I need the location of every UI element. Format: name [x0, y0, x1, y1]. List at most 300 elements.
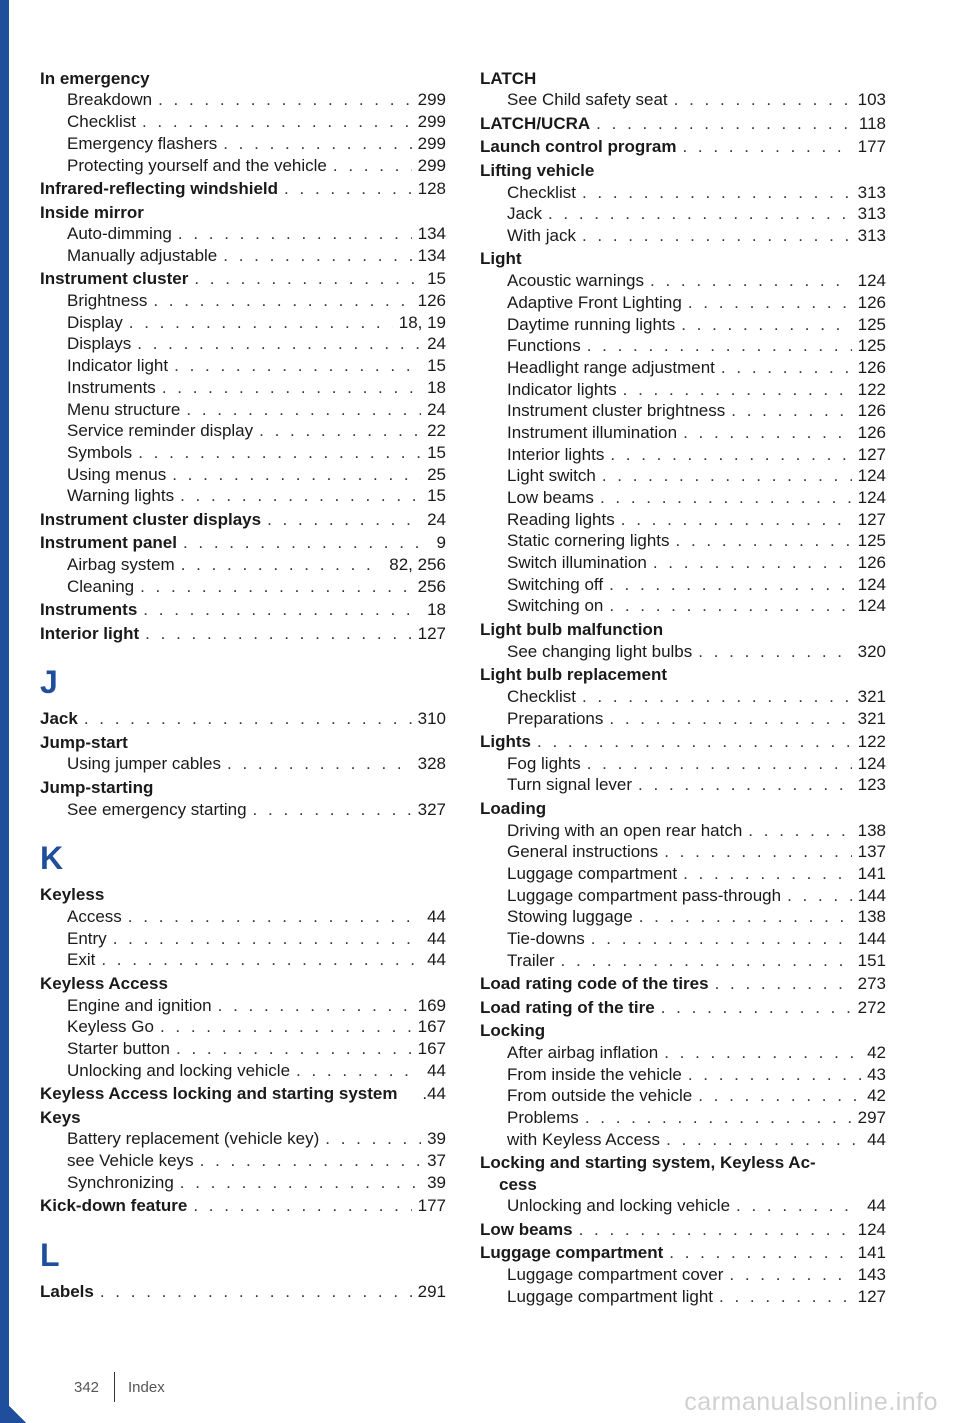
- entry-label: Luggage compartment: [480, 1243, 664, 1263]
- dot-leader: [138, 442, 421, 464]
- page-reference[interactable]: 24: [427, 399, 446, 419]
- dot-leader: [591, 928, 852, 950]
- entry-label: Fog lights: [507, 753, 581, 773]
- page-reference[interactable]: 125: [857, 336, 886, 356]
- entry-label: Light bulb malfunction: [480, 619, 664, 639]
- dot-leader: [162, 377, 421, 399]
- index-subentry[interactable]: [480, 422, 886, 444]
- index-subentry[interactable]: [40, 576, 446, 598]
- index-subentry[interactable]: [480, 885, 886, 907]
- page-reference[interactable]: 141: [857, 1243, 886, 1263]
- page-reference[interactable]: 125: [857, 531, 886, 551]
- index-subentry[interactable]: [40, 290, 446, 312]
- entry-label: cess: [499, 1174, 537, 1194]
- page-reference[interactable]: 82, 256: [389, 554, 446, 574]
- page-reference[interactable]: 124: [857, 271, 886, 291]
- index-entry[interactable]: [40, 623, 446, 645]
- index-letter-heading: K: [40, 840, 64, 877]
- index-subentry[interactable]: [480, 708, 886, 730]
- entry-label: Battery replacement (vehicle key): [67, 1129, 320, 1149]
- index-entry[interactable]: [40, 708, 446, 730]
- index-entry[interactable]: [40, 973, 446, 995]
- index-subentry[interactable]: [40, 442, 446, 464]
- index-subentry[interactable]: [480, 465, 886, 487]
- entry-label: Switch illumination: [507, 553, 647, 573]
- index-entry[interactable]: [40, 178, 446, 200]
- page-reference[interactable]: 320: [857, 641, 886, 661]
- entry-label: Starter button: [67, 1038, 171, 1058]
- page-reference[interactable]: 313: [857, 226, 886, 245]
- index-entry[interactable]: [480, 619, 886, 641]
- dot-leader: [596, 113, 853, 135]
- page-reference[interactable]: 167: [417, 1038, 446, 1058]
- page-reference[interactable]: 127: [857, 444, 886, 464]
- entry-label: General instructions: [507, 842, 659, 862]
- entry-label: Preparations: [507, 708, 604, 728]
- page-reference[interactable]: 310: [417, 709, 446, 729]
- entry-label: Access: [67, 906, 122, 926]
- index-subentry[interactable]: [40, 753, 446, 775]
- page-reference[interactable]: 126: [417, 291, 446, 311]
- index-subentry[interactable]: [40, 333, 446, 355]
- page-reference[interactable]: 122: [857, 379, 886, 399]
- index-subentry[interactable]: [40, 133, 446, 155]
- page-reference[interactable]: 118: [858, 113, 886, 133]
- index-entry[interactable]: [40, 777, 446, 799]
- page-reference[interactable]: 39: [427, 1172, 446, 1192]
- dot-leader: [101, 949, 421, 971]
- index-entry[interactable]: [40, 268, 446, 290]
- dot-leader: [548, 203, 852, 225]
- dot-leader: [676, 530, 852, 552]
- entry-label: Kick-down feature: [40, 1196, 188, 1216]
- index-subentry[interactable]: [480, 270, 886, 292]
- page-reference[interactable]: 44: [427, 906, 446, 926]
- page-reference[interactable]: 124: [857, 753, 886, 773]
- entry-label: Warning lights: [67, 486, 175, 506]
- page-reference[interactable]: 297: [857, 1107, 886, 1127]
- index-entry[interactable]: [480, 1152, 886, 1174]
- corner-marker: [0, 1397, 26, 1423]
- dot-leader: [194, 268, 421, 290]
- page-reference[interactable]: 127: [417, 623, 446, 643]
- entry-label: Symbols: [67, 442, 133, 462]
- index-entry[interactable]: [480, 68, 886, 90]
- page-reference[interactable]: 15: [427, 442, 446, 462]
- entry-label: Instruments: [40, 600, 138, 620]
- page-reference[interactable]: 124: [857, 1219, 886, 1239]
- dot-leader: [579, 1219, 852, 1241]
- dot-leader: [715, 973, 852, 995]
- page-reference[interactable]: 15: [427, 269, 446, 289]
- page-reference[interactable]: 24: [427, 509, 446, 529]
- dot-leader: [582, 686, 852, 708]
- page-reference[interactable]: 321: [857, 708, 886, 728]
- page-footer: [74, 1370, 165, 1404]
- page-reference[interactable]: 313: [857, 182, 886, 202]
- index-subentry[interactable]: [480, 509, 886, 531]
- index-entry[interactable]: [40, 509, 446, 531]
- dot-leader: [609, 595, 851, 617]
- page-reference[interactable]: 22: [427, 421, 446, 441]
- entry-label: Stowing luggage: [507, 907, 633, 927]
- index-subentry[interactable]: [480, 1085, 886, 1107]
- entry-label: Switching off: [507, 574, 604, 594]
- page-reference[interactable]: 126: [857, 422, 886, 442]
- index-subentry[interactable]: [480, 225, 886, 247]
- page-reference[interactable]: 127: [857, 1286, 886, 1306]
- index-subentry[interactable]: [480, 1064, 886, 1086]
- page-reference[interactable]: 15: [427, 356, 446, 376]
- page-reference[interactable]: 137: [857, 842, 886, 862]
- dot-leader: [664, 1042, 861, 1064]
- entry-label: Engine and ignition: [67, 995, 212, 1015]
- index-entry[interactable]: [480, 997, 886, 1019]
- entry-label: Emergency flashers: [67, 133, 218, 153]
- index-subentry[interactable]: [40, 1060, 446, 1082]
- entry-label: Loading: [480, 798, 547, 818]
- dot-leader: [610, 444, 851, 466]
- dot-leader: [181, 554, 384, 576]
- index-subentry[interactable]: [40, 928, 446, 950]
- index-entry[interactable]: [40, 1281, 446, 1303]
- dot-leader: [664, 841, 851, 863]
- index-subentry[interactable]: [40, 399, 446, 421]
- entry-label: Problems: [507, 1107, 579, 1127]
- page-reference[interactable]: 122: [857, 732, 886, 751]
- index-subentry[interactable]: [480, 1107, 886, 1129]
- dot-leader: [153, 290, 411, 312]
- dot-leader: [145, 623, 411, 645]
- page-reference[interactable]: 25: [427, 464, 446, 484]
- page-reference[interactable]: 134: [417, 224, 446, 244]
- entry-label: Instrument cluster displays: [40, 509, 262, 529]
- page-reference[interactable]: 123: [857, 775, 886, 795]
- dot-leader: [561, 950, 852, 972]
- page-reference[interactable]: 124: [857, 596, 886, 616]
- entry-label: Light bulb replacement: [480, 665, 668, 685]
- page-reference[interactable]: 138: [857, 907, 886, 927]
- page-reference[interactable]: 128: [417, 179, 446, 199]
- entry-label: Instrument panel: [40, 533, 177, 553]
- page-reference[interactable]: 44: [427, 1060, 446, 1080]
- entry-label: Keyless Go: [67, 1017, 154, 1037]
- dot-leader: [666, 1129, 861, 1151]
- entry-label: Labels: [40, 1281, 94, 1301]
- page-reference[interactable]: 138: [857, 820, 886, 840]
- index-entry[interactable]: [480, 731, 886, 753]
- page-reference[interactable]: 44: [427, 928, 446, 948]
- page-reference[interactable]: 126: [857, 553, 886, 573]
- page-reference[interactable]: 151: [857, 950, 886, 970]
- index-entry[interactable]: [40, 1195, 446, 1217]
- index-subentry[interactable]: [40, 312, 446, 334]
- page-reference[interactable]: 124: [857, 466, 886, 486]
- dot-leader: [787, 885, 852, 907]
- entry-label: Indicator light: [67, 356, 169, 376]
- index-subentry[interactable]: [40, 906, 446, 928]
- index-subentry[interactable]: [480, 182, 886, 204]
- entry-label: Luggage compartment pass-through: [507, 885, 782, 905]
- entry-label: Jump-start: [40, 732, 128, 752]
- entry-label: Menu structure: [67, 399, 181, 419]
- page-reference[interactable]: 126: [857, 401, 886, 421]
- entry-label: Light switch: [507, 466, 596, 486]
- dot-leader: [587, 335, 852, 357]
- dot-leader: [736, 1195, 861, 1217]
- entry-label: Locking: [480, 1021, 546, 1041]
- index-entry[interactable]: [480, 1242, 886, 1264]
- page-reference[interactable]: 177: [857, 137, 886, 157]
- index-entry[interactable]: [40, 884, 446, 906]
- index-subentry[interactable]: [40, 1038, 446, 1060]
- dot-leader: [719, 1286, 852, 1308]
- index-subentry[interactable]: [480, 530, 886, 552]
- index-subentry[interactable]: [480, 400, 886, 422]
- dot-leader: [731, 400, 851, 422]
- page-reference[interactable]: 313: [857, 204, 886, 224]
- index-subentry[interactable]: [480, 89, 886, 111]
- index-subentry[interactable]: [40, 464, 446, 486]
- dot-leader: [137, 333, 421, 355]
- index-entry[interactable]: [40, 599, 446, 621]
- index-subentry[interactable]: [40, 554, 446, 576]
- page-reference[interactable]: 327: [417, 799, 446, 819]
- page-reference[interactable]: 126: [857, 357, 886, 377]
- entry-label: Checklist: [507, 182, 576, 202]
- entry-label: Functions: [507, 336, 581, 356]
- index-entry[interactable]: [40, 68, 446, 90]
- dot-leader: [223, 245, 411, 267]
- dot-leader: [296, 1060, 421, 1082]
- index-subentry[interactable]: [480, 595, 886, 617]
- index-subentry[interactable]: [40, 111, 446, 133]
- dot-leader: [160, 1016, 412, 1038]
- entry-label: Displays: [67, 334, 132, 354]
- entry-label: Synchronizing: [67, 1172, 174, 1192]
- dot-leader: [172, 464, 421, 486]
- page-reference[interactable]: 18: [427, 377, 446, 397]
- entry-label: Turn signal lever: [507, 775, 633, 795]
- dot-leader: [600, 487, 852, 509]
- index-subentry[interactable]: [480, 487, 886, 509]
- dot-leader: [688, 292, 852, 314]
- index-subentry[interactable]: [480, 863, 886, 885]
- index-entry[interactable]: [480, 1219, 886, 1241]
- entry-label: Auto-dimming: [67, 224, 172, 244]
- index-subentry[interactable]: [40, 1016, 446, 1038]
- dot-leader: [223, 133, 411, 155]
- index-subentry[interactable]: [40, 89, 446, 111]
- dot-leader: [158, 89, 412, 111]
- dot-leader: [638, 774, 852, 796]
- page-reference[interactable]: 144: [857, 928, 886, 948]
- sidebar-color-bar: [0, 0, 9, 1423]
- page-reference[interactable]: 299: [417, 133, 446, 153]
- index-subentry[interactable]: [480, 203, 886, 225]
- index-subentry[interactable]: [480, 574, 886, 596]
- dot-leader: [639, 906, 852, 928]
- page-reference[interactable]: 39: [427, 1129, 446, 1149]
- entry-label: Manually adjustable: [67, 245, 218, 265]
- entry-label: Instrument illumination: [507, 422, 678, 442]
- page-reference[interactable]: 44: [427, 950, 446, 970]
- entry-label: From outside the vehicle: [507, 1086, 693, 1106]
- index-subentry[interactable]: [480, 1129, 886, 1151]
- index-subentry[interactable]: [40, 949, 446, 971]
- index-subentry[interactable]: [480, 641, 886, 663]
- dot-leader: [180, 485, 421, 507]
- index-subentry[interactable]: [480, 314, 886, 336]
- entry-label: Service reminder display: [67, 421, 254, 441]
- page-reference[interactable]: 299: [417, 112, 446, 132]
- watermark: carmanualsonline.info: [684, 1388, 938, 1416]
- entry-label: Checklist: [67, 112, 136, 132]
- index-subentry[interactable]: [480, 753, 886, 775]
- entry-label: After airbag inflation: [507, 1042, 659, 1062]
- entry-label: Instrument cluster: [40, 269, 189, 289]
- dot-leader: [661, 997, 852, 1019]
- index-entry[interactable]: [40, 1107, 446, 1129]
- page-reference[interactable]: 44: [867, 1196, 886, 1216]
- index-subentry[interactable]: [40, 485, 446, 507]
- index-entry[interactable]: [40, 532, 446, 554]
- entry-label: Luggage compartment: [507, 863, 678, 883]
- page-reference[interactable]: 144: [857, 885, 886, 905]
- page-reference[interactable]: 291: [417, 1281, 446, 1301]
- index-entry[interactable]: [480, 113, 886, 135]
- entry-label: Load rating code of the tires: [480, 974, 709, 994]
- page-reference[interactable]: 37: [427, 1150, 446, 1170]
- index-entry[interactable]: [480, 664, 886, 686]
- index-entry[interactable]: [480, 136, 886, 158]
- page-reference[interactable]: 43: [867, 1064, 886, 1084]
- entry-label: Tie-downs: [507, 928, 585, 948]
- page-reference[interactable]: 18: [427, 600, 446, 620]
- dot-leader: [178, 223, 412, 245]
- dot-leader: [253, 799, 412, 821]
- entry-label: Trailer: [507, 950, 555, 970]
- page-reference[interactable]: 126: [857, 292, 886, 312]
- index-subentry[interactable]: [40, 223, 446, 245]
- index-subentry[interactable]: [40, 799, 446, 821]
- index-entry[interactable]: [40, 732, 446, 754]
- entry-label: Daytime running lights: [507, 314, 676, 334]
- page-reference[interactable]: 321: [857, 686, 886, 706]
- index-subentry[interactable]: [480, 552, 886, 574]
- index-subentry[interactable]: [40, 420, 446, 442]
- index-entry[interactable]: [480, 248, 886, 270]
- page-reference[interactable]: 177: [417, 1196, 446, 1216]
- page-reference[interactable]: .44: [422, 1084, 446, 1104]
- dot-leader: [227, 753, 412, 775]
- index-subentry[interactable]: [480, 1195, 886, 1217]
- page-reference[interactable]: 169: [417, 995, 446, 1015]
- dot-leader: [698, 641, 851, 663]
- index-subentry[interactable]: [40, 245, 446, 267]
- index-subentry[interactable]: [480, 1042, 886, 1064]
- index-subentry[interactable]: [40, 355, 446, 377]
- entry-label: Cleaning: [67, 576, 135, 596]
- page-reference[interactable]: 273: [857, 974, 886, 994]
- index-entry[interactable]: [480, 1020, 886, 1042]
- page-reference[interactable]: 167: [417, 1017, 446, 1037]
- index-subentry[interactable]: [40, 155, 446, 177]
- entry-label: Jack: [507, 204, 542, 224]
- page-reference[interactable]: 127: [857, 509, 886, 529]
- index-subentry[interactable]: [480, 820, 886, 842]
- index-subentry[interactable]: [480, 686, 886, 708]
- index-subentry[interactable]: [480, 379, 886, 401]
- page-reference[interactable]: 134: [417, 245, 446, 265]
- page-reference[interactable]: 24: [427, 334, 446, 354]
- page-reference[interactable]: 44: [867, 1129, 886, 1149]
- index-entry[interactable]: [40, 1083, 446, 1105]
- page-reference[interactable]: 143: [857, 1265, 886, 1285]
- index-subentry[interactable]: [480, 950, 886, 972]
- entry-label: Protecting yourself and the vehicle: [67, 155, 327, 175]
- page-reference[interactable]: 103: [857, 90, 886, 110]
- entry-label: Acoustic warnings: [507, 271, 645, 291]
- page-reference[interactable]: 141: [857, 863, 886, 883]
- page-reference[interactable]: 9: [436, 533, 446, 553]
- page-reference[interactable]: 256: [417, 576, 446, 596]
- page-reference[interactable]: 42: [867, 1086, 886, 1106]
- page-reference[interactable]: 15: [427, 486, 446, 506]
- page-reference[interactable]: 125: [857, 314, 886, 334]
- page-number: 342: [74, 1378, 100, 1396]
- index-subentry[interactable]: [480, 444, 886, 466]
- index-entry[interactable]: [480, 798, 886, 820]
- index-subentry[interactable]: [480, 774, 886, 796]
- index-subentry[interactable]: [480, 928, 886, 950]
- index-subentry[interactable]: [480, 1264, 886, 1286]
- dot-leader: [537, 731, 852, 753]
- page-reference[interactable]: 272: [857, 997, 886, 1017]
- index-subentry[interactable]: [40, 1172, 446, 1194]
- index-subentry[interactable]: [480, 906, 886, 928]
- dot-leader: [143, 599, 421, 621]
- index-entry[interactable]: [480, 1174, 886, 1196]
- index-subentry[interactable]: [40, 1128, 446, 1150]
- index-subentry[interactable]: [480, 335, 886, 357]
- page-reference[interactable]: 124: [857, 488, 886, 508]
- index-entry[interactable]: [480, 160, 886, 182]
- index-subentry[interactable]: [480, 357, 886, 379]
- page-reference[interactable]: 124: [857, 574, 886, 594]
- entry-label: Low beams: [480, 1219, 573, 1239]
- index-subentry[interactable]: [40, 1150, 446, 1172]
- page-reference[interactable]: 299: [417, 90, 446, 110]
- index-subentry[interactable]: [40, 377, 446, 399]
- page-reference[interactable]: 299: [417, 155, 446, 175]
- index-subentry[interactable]: [40, 995, 446, 1017]
- page-reference[interactable]: 42: [867, 1042, 886, 1062]
- dot-leader: [602, 465, 852, 487]
- page-reference[interactable]: 18, 19: [398, 312, 446, 332]
- entry-label: Jack: [40, 709, 78, 729]
- index-entry[interactable]: [480, 973, 886, 995]
- page-reference[interactable]: 328: [417, 754, 446, 774]
- entry-label: Interior lights: [507, 444, 605, 464]
- index-subentry[interactable]: [480, 1286, 886, 1308]
- entry-label: Headlight range adjustment: [507, 357, 715, 377]
- index-entry[interactable]: [40, 202, 446, 224]
- dot-leader: [176, 1038, 412, 1060]
- entry-label: Indicator lights: [507, 379, 617, 399]
- index-subentry[interactable]: [480, 292, 886, 314]
- index-subentry[interactable]: [480, 841, 886, 863]
